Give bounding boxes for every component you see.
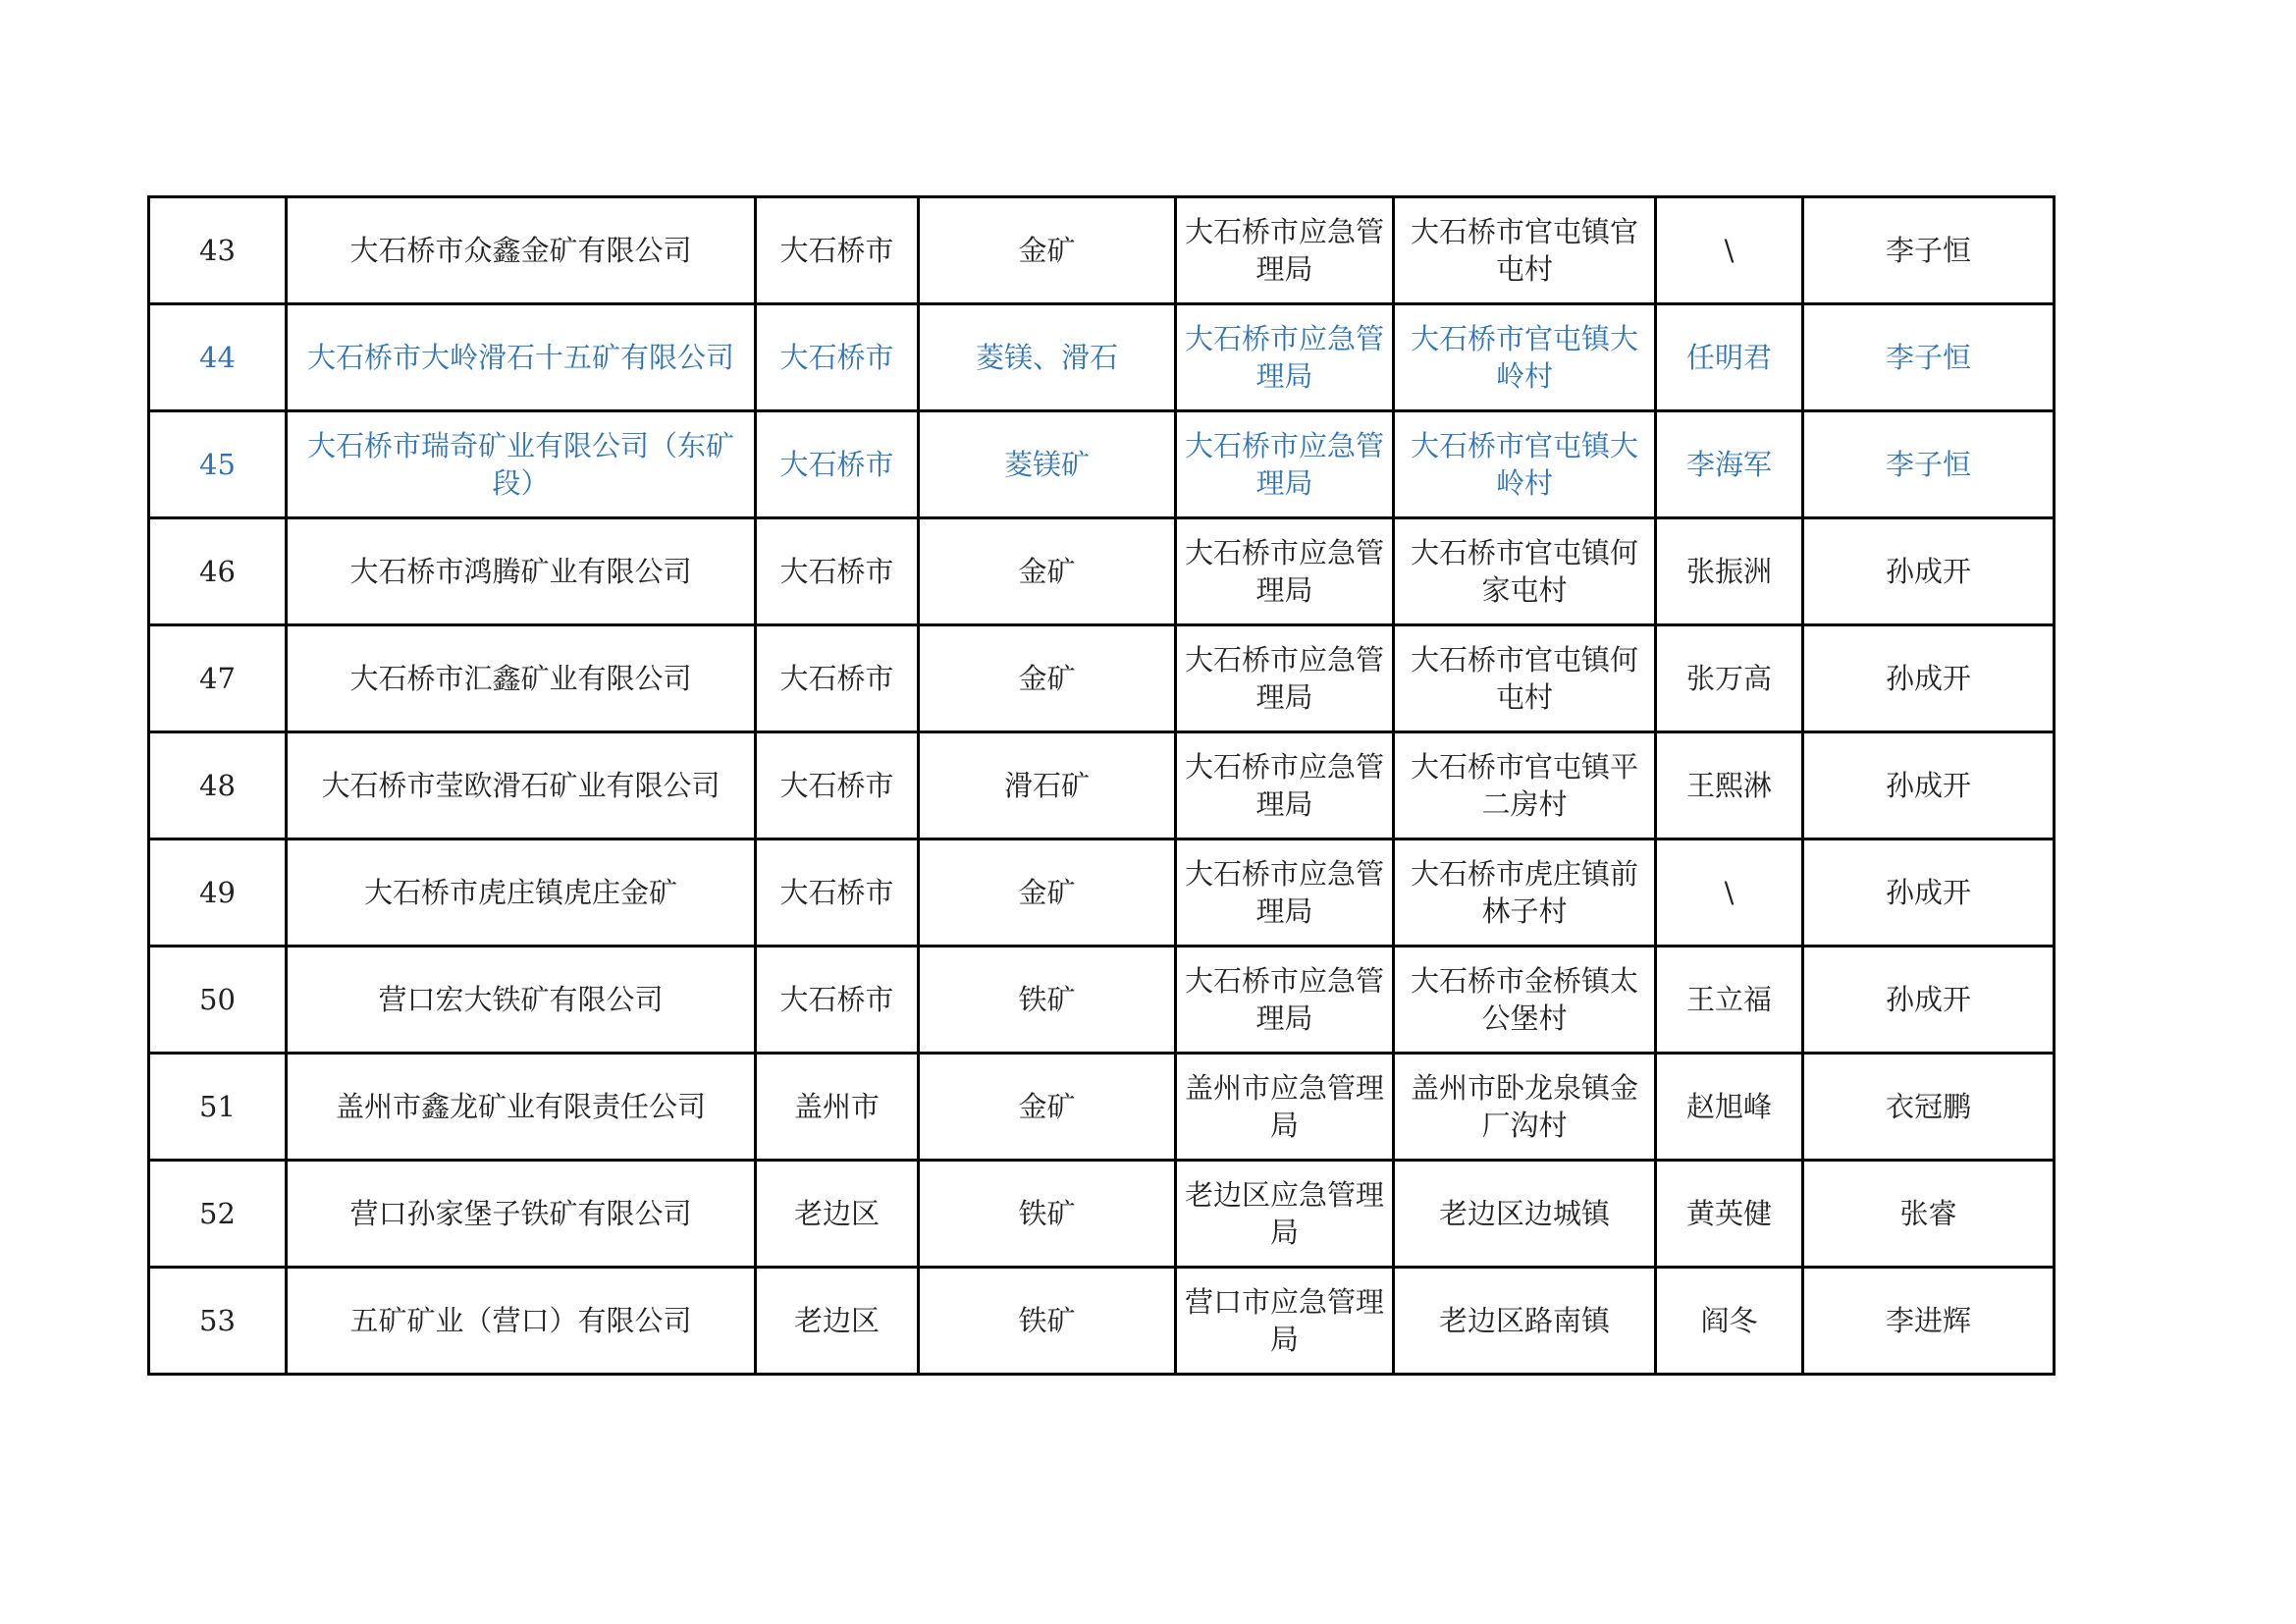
cell-location: 大石桥市官屯镇官屯村 bbox=[1394, 197, 1656, 304]
cell-supervisor: 孙成开 bbox=[1803, 947, 2055, 1054]
cell-mineral: 菱镁矿 bbox=[919, 411, 1176, 518]
cell-authority: 大石桥市应急管理局 bbox=[1176, 518, 1394, 625]
cell-company: 大石桥市虎庄镇虎庄金矿 bbox=[287, 839, 756, 947]
cell-contact: 任明君 bbox=[1656, 304, 1803, 411]
cell-authority: 大石桥市应急管理局 bbox=[1176, 732, 1394, 839]
table-row bbox=[149, 1161, 2055, 1268]
cell-mineral: 滑石矿 bbox=[919, 732, 1176, 839]
cell-company: 五矿矿业（营口）有限公司 bbox=[287, 1268, 756, 1375]
cell-authority: 大石桥市应急管理局 bbox=[1176, 625, 1394, 732]
cell-supervisor: 李子恒 bbox=[1803, 304, 2055, 411]
cell-authority: 大石桥市应急管理局 bbox=[1176, 839, 1394, 947]
cell-city: 盖州市 bbox=[756, 1054, 919, 1161]
cell-city: 大石桥市 bbox=[756, 518, 919, 625]
cell-contact: 阎冬 bbox=[1656, 1268, 1803, 1375]
table-row bbox=[149, 732, 2055, 839]
cell-contact: \ bbox=[1656, 839, 1803, 947]
cell-location: 大石桥市官屯镇平二房村 bbox=[1394, 732, 1656, 839]
cell-supervisor: 李子恒 bbox=[1803, 411, 2055, 518]
cell-location: 大石桥市官屯镇大岭村 bbox=[1394, 304, 1656, 411]
cell-number: 47 bbox=[149, 625, 287, 732]
cell-location: 老边区边城镇 bbox=[1394, 1161, 1656, 1268]
table-row bbox=[149, 625, 2055, 732]
cell-location: 大石桥市金桥镇太公堡村 bbox=[1394, 947, 1656, 1054]
cell-authority: 大石桥市应急管理局 bbox=[1176, 304, 1394, 411]
cell-contact: 李海军 bbox=[1656, 411, 1803, 518]
cell-location: 大石桥市官屯镇大岭村 bbox=[1394, 411, 1656, 518]
cell-mineral: 铁矿 bbox=[919, 1268, 1176, 1375]
cell-authority: 大石桥市应急管理局 bbox=[1176, 411, 1394, 518]
cell-supervisor: 衣冠鹏 bbox=[1803, 1054, 2055, 1161]
cell-location: 大石桥市官屯镇何屯村 bbox=[1394, 625, 1656, 732]
cell-number: 50 bbox=[149, 947, 287, 1054]
cell-number: 48 bbox=[149, 732, 287, 839]
cell-mineral: 金矿 bbox=[919, 197, 1176, 304]
cell-authority: 大石桥市应急管理局 bbox=[1176, 947, 1394, 1054]
cell-contact: 王立福 bbox=[1656, 947, 1803, 1054]
cell-city: 老边区 bbox=[756, 1268, 919, 1375]
table-row bbox=[149, 197, 2055, 304]
cell-supervisor: 李进辉 bbox=[1803, 1268, 2055, 1375]
cell-number: 46 bbox=[149, 518, 287, 625]
cell-city: 大石桥市 bbox=[756, 625, 919, 732]
cell-mineral: 金矿 bbox=[919, 839, 1176, 947]
cell-city: 大石桥市 bbox=[756, 411, 919, 518]
cell-city: 大石桥市 bbox=[756, 839, 919, 947]
cell-authority: 营口市应急管理局 bbox=[1176, 1268, 1394, 1375]
table-row bbox=[149, 947, 2055, 1054]
cell-city: 大石桥市 bbox=[756, 947, 919, 1054]
cell-contact: 张万高 bbox=[1656, 625, 1803, 732]
cell-city: 老边区 bbox=[756, 1161, 919, 1268]
table-row bbox=[149, 411, 2055, 518]
cell-supervisor: 李子恒 bbox=[1803, 197, 2055, 304]
cell-company: 大石桥市众鑫金矿有限公司 bbox=[287, 197, 756, 304]
cell-company: 大石桥市汇鑫矿业有限公司 bbox=[287, 625, 756, 732]
cell-contact: 张振洲 bbox=[1656, 518, 1803, 625]
cell-city: 大石桥市 bbox=[756, 304, 919, 411]
cell-company: 大石桥市莹欧滑石矿业有限公司 bbox=[287, 732, 756, 839]
cell-company: 营口宏大铁矿有限公司 bbox=[287, 947, 756, 1054]
table-row bbox=[149, 304, 2055, 411]
cell-number: 44 bbox=[149, 304, 287, 411]
cell-authority: 盖州市应急管理局 bbox=[1176, 1054, 1394, 1161]
cell-number: 53 bbox=[149, 1268, 287, 1375]
cell-contact: \ bbox=[1656, 197, 1803, 304]
cell-location: 盖州市卧龙泉镇金厂沟村 bbox=[1394, 1054, 1656, 1161]
cell-authority: 大石桥市应急管理局 bbox=[1176, 197, 1394, 304]
cell-mineral: 金矿 bbox=[919, 518, 1176, 625]
cell-number: 49 bbox=[149, 839, 287, 947]
cell-company: 大石桥市瑞奇矿业有限公司（东矿段） bbox=[287, 411, 756, 518]
table-row bbox=[149, 1268, 2055, 1375]
cell-authority: 老边区应急管理局 bbox=[1176, 1161, 1394, 1268]
cell-company: 盖州市鑫龙矿业有限责任公司 bbox=[287, 1054, 756, 1161]
mine-table bbox=[147, 195, 2056, 1376]
cell-supervisor: 孙成开 bbox=[1803, 518, 2055, 625]
cell-contact: 王熙淋 bbox=[1656, 732, 1803, 839]
cell-company: 大石桥市鸿腾矿业有限公司 bbox=[287, 518, 756, 625]
cell-contact: 赵旭峰 bbox=[1656, 1054, 1803, 1161]
cell-number: 51 bbox=[149, 1054, 287, 1161]
cell-supervisor: 孙成开 bbox=[1803, 732, 2055, 839]
cell-mineral: 铁矿 bbox=[919, 947, 1176, 1054]
cell-city: 大石桥市 bbox=[756, 732, 919, 839]
cell-mineral: 菱镁、滑石 bbox=[919, 304, 1176, 411]
cell-mineral: 金矿 bbox=[919, 1054, 1176, 1161]
cell-location: 老边区路南镇 bbox=[1394, 1268, 1656, 1375]
cell-company: 大石桥市大岭滑石十五矿有限公司 bbox=[287, 304, 756, 411]
cell-number: 52 bbox=[149, 1161, 287, 1268]
cell-location: 大石桥市官屯镇何家屯村 bbox=[1394, 518, 1656, 625]
cell-supervisor: 张睿 bbox=[1803, 1161, 2055, 1268]
cell-city: 大石桥市 bbox=[756, 197, 919, 304]
cell-contact: 黄英健 bbox=[1656, 1161, 1803, 1268]
cell-mineral: 铁矿 bbox=[919, 1161, 1176, 1268]
table-row bbox=[149, 839, 2055, 947]
table-row bbox=[149, 1054, 2055, 1161]
cell-number: 43 bbox=[149, 197, 287, 304]
cell-supervisor: 孙成开 bbox=[1803, 839, 2055, 947]
table-row bbox=[149, 518, 2055, 625]
cell-supervisor: 孙成开 bbox=[1803, 625, 2055, 732]
cell-number: 45 bbox=[149, 411, 287, 518]
cell-mineral: 金矿 bbox=[919, 625, 1176, 732]
cell-location: 大石桥市虎庄镇前林子村 bbox=[1394, 839, 1656, 947]
cell-company: 营口孙家堡子铁矿有限公司 bbox=[287, 1161, 756, 1268]
